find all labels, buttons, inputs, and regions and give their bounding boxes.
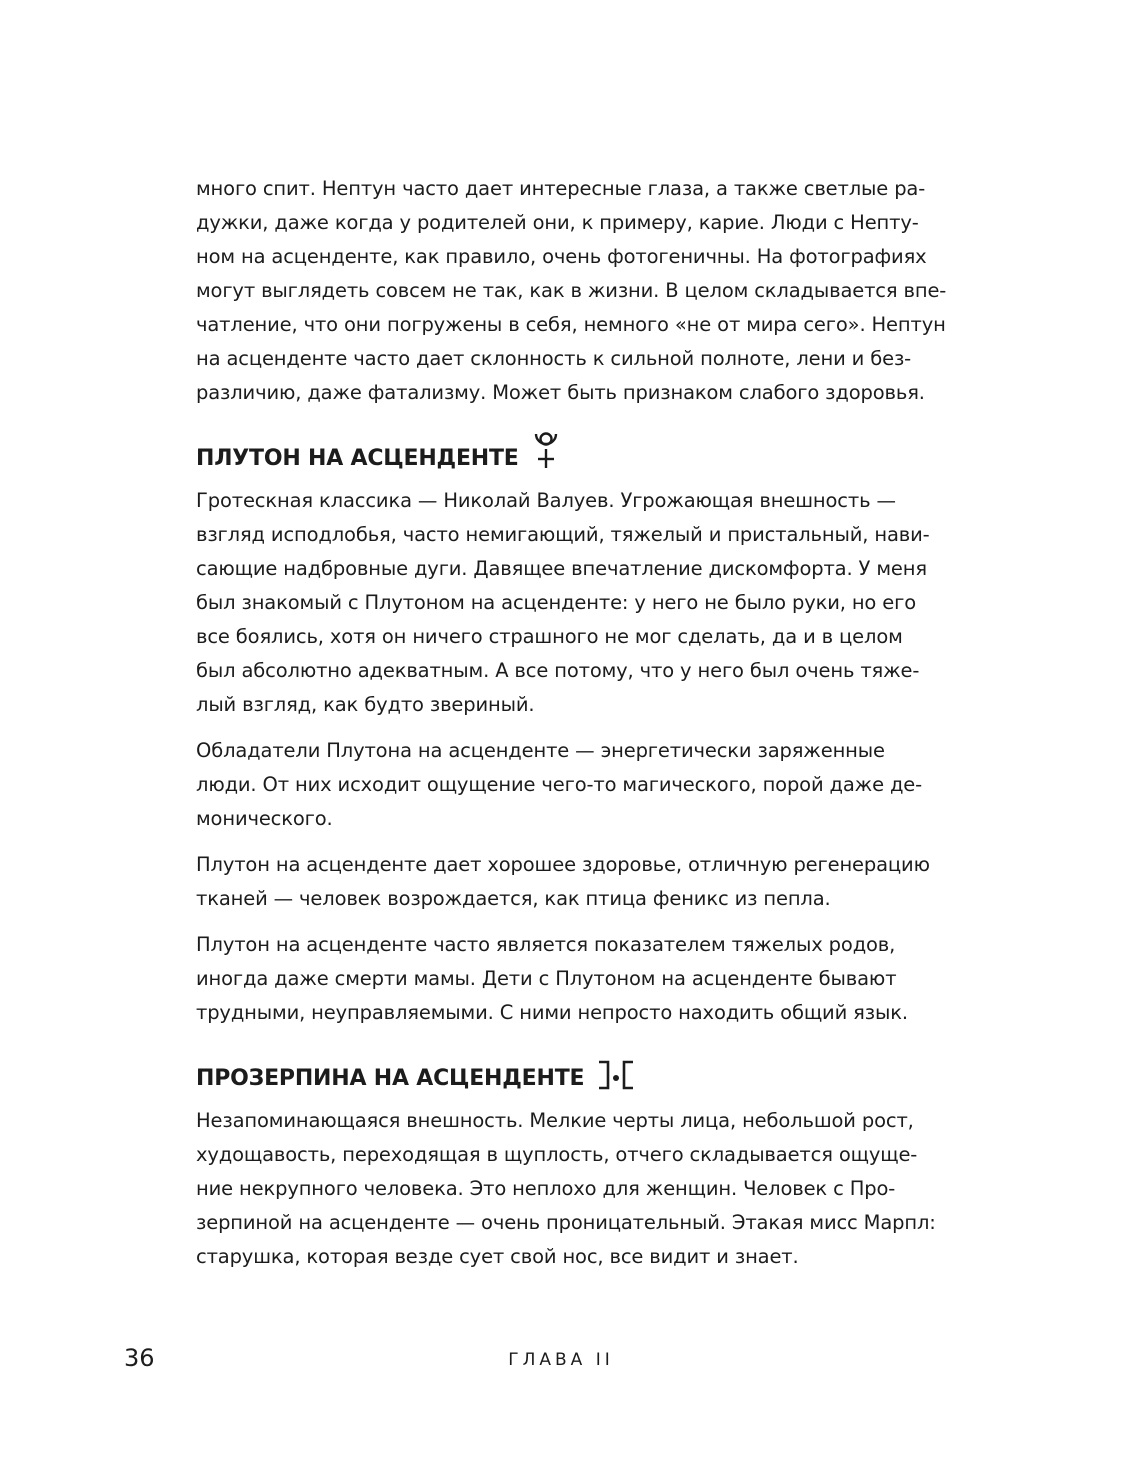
text-line: Плутон на асценденте дает хорошее здоровье, отличную регенерацию bbox=[196, 853, 930, 876]
text-line: Гротескная классика — Николай Валуев. Угрожающая внешность — bbox=[196, 489, 896, 512]
text-line: Плутон на асценденте часто является показателем тяжелых родов, bbox=[196, 933, 896, 956]
proserpina-heading bbox=[196, 1054, 996, 1094]
text-line: чатление, что они погружены в себя, немного «не от мира сего». Нептун bbox=[196, 313, 946, 336]
text-line: монического. bbox=[196, 807, 333, 830]
text-line: трудными, неуправляемыми. С ними непросто находить общий язык. bbox=[196, 1001, 908, 1024]
pluto-symbol-icon bbox=[531, 430, 561, 474]
text-line: Незапоминающаяся внешность. Мелкие черты лица, небольшой рост, bbox=[196, 1109, 914, 1132]
page-body bbox=[196, 172, 996, 1286]
proserpina-paragraph-1 bbox=[196, 1104, 996, 1274]
text-line: различию, даже фатализму. Может быть признаком слабого здоровья. bbox=[196, 381, 925, 404]
text-line: сающие надбровные дуги. Давящее впечатление дискомфорта. У меня bbox=[196, 557, 927, 580]
pluto-heading bbox=[196, 434, 996, 474]
text-line: могут выглядеть совсем не так, как в жизни. В целом складывается впе- bbox=[196, 279, 947, 302]
text-line: Обладатели Плутона на асценденте — энергетически заряженные bbox=[196, 739, 885, 762]
text-line: ном на асценденте, как правило, очень фотогеничны. На фотографиях bbox=[196, 245, 927, 268]
proserpina-heading-text: ПРОЗЕРПИНА НА АСЦЕНДЕНТЕ bbox=[196, 1066, 585, 1091]
chapter-label: ГЛАВА II bbox=[508, 1350, 614, 1370]
text-line: лый взгляд, как будто звериный. bbox=[196, 693, 535, 716]
pluto-paragraph-2 bbox=[196, 734, 996, 836]
text-line: старушка, которая везде сует свой нос, все видит и знает. bbox=[196, 1245, 799, 1268]
proserpina-symbol-icon bbox=[596, 1060, 636, 1094]
text-line: люди. От них исходит ощущение чего-то магического, порой даже де- bbox=[196, 773, 923, 796]
text-line: был абсолютно адекватным. А все потому, что у него был очень тяже- bbox=[196, 659, 920, 682]
intro-paragraph bbox=[196, 172, 996, 410]
text-line: много спит. Нептун часто дает интересные глаза, а также светлые ра- bbox=[196, 177, 926, 200]
text-line: иногда даже смерти мамы. Дети с Плутоном на асценденте бывают bbox=[196, 967, 897, 990]
text-line: был знакомый с Плутоном на асценденте: у него не было руки, но его bbox=[196, 591, 916, 614]
text-line: все боялись, хотя он ничего страшного не мог сделать, да и в целом bbox=[196, 625, 903, 648]
pluto-heading-text: ПЛУТОН НА АСЦЕНДЕНТЕ bbox=[196, 446, 519, 471]
text-line: худощавость, переходящая в щуплость, отчего складывается ощуще- bbox=[196, 1143, 918, 1166]
text-line: взгляд исподлобья, часто немигающий, тяжелый и пристальный, нави- bbox=[196, 523, 930, 546]
pluto-paragraph-1 bbox=[196, 484, 996, 722]
text-line: ние некрупного человека. Это неплохо для женщин. Человек с Про- bbox=[196, 1177, 896, 1200]
text-line: зерпиной на асценденте — очень проницательный. Этакая мисс Марпл: bbox=[196, 1211, 936, 1234]
text-line: на асценденте часто дает склонность к сильной полноте, лени и без- bbox=[196, 347, 912, 370]
text-line: тканей — человек возрождается, как птица феникс из пепла. bbox=[196, 887, 831, 910]
pluto-paragraph-4 bbox=[196, 928, 996, 1030]
pluto-paragraph-3 bbox=[196, 848, 996, 916]
text-line: дужки, даже когда у родителей они, к примеру, карие. Люди с Непту- bbox=[196, 211, 919, 234]
page-number: 36 bbox=[124, 1344, 155, 1372]
